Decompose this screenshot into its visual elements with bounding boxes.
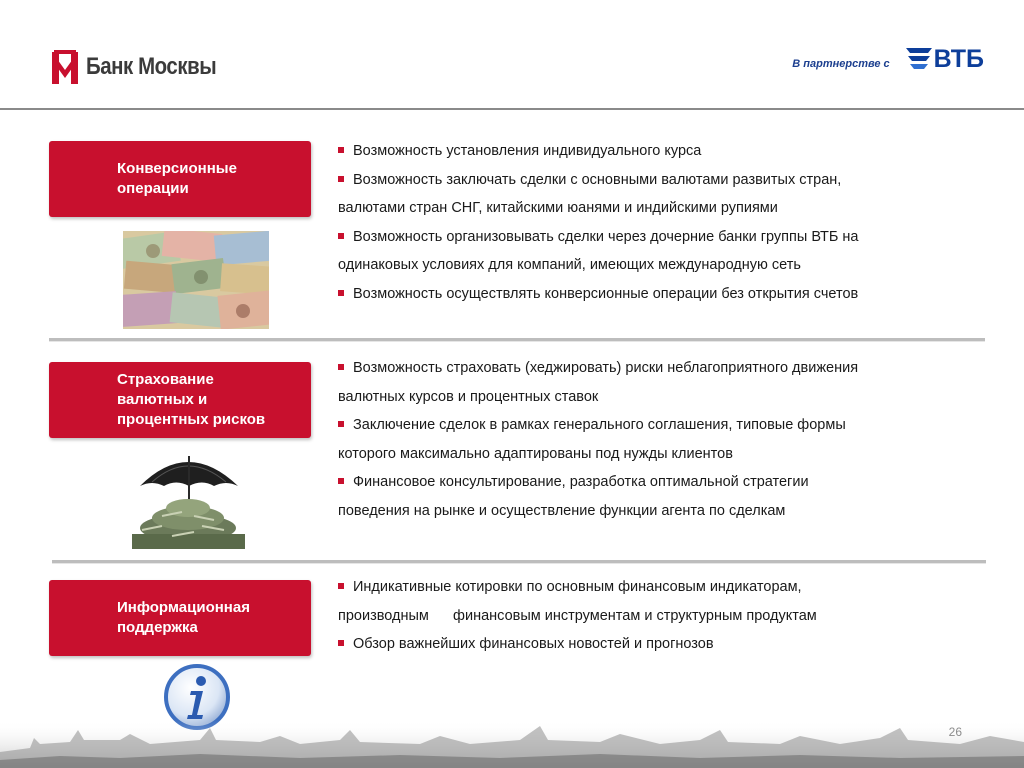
list-item-text: Заключение сделок в рамках генерального соглашения, типовые формы bbox=[353, 417, 846, 433]
section-title-line: Конверсионные bbox=[117, 160, 237, 177]
bullet-square-icon bbox=[338, 233, 344, 239]
list-item-text: Возможность страховать (хеджировать) риски неблагоприятного движения bbox=[353, 360, 859, 376]
bullet-square-icon bbox=[338, 421, 344, 427]
list-item-continuation bbox=[338, 440, 858, 469]
list-item-text: одинаковых условиях для компаний, имеющих международную сеть bbox=[338, 257, 801, 273]
section-title-conversion bbox=[117, 159, 237, 199]
partner-label: В партнерстве с bbox=[792, 58, 890, 70]
section-title-line: процентных рисков bbox=[117, 411, 266, 428]
list-item-text: Обзор важнейших финансовых новостей и прогнозов bbox=[353, 636, 714, 652]
section-divider bbox=[52, 560, 986, 564]
bullet-square-icon bbox=[338, 640, 344, 646]
section-title-line: Страхование bbox=[117, 371, 214, 388]
section-title-line: Информационная bbox=[117, 599, 250, 616]
section-title-line: поддержка bbox=[117, 619, 198, 636]
list-item bbox=[338, 411, 858, 440]
list-item bbox=[338, 630, 817, 659]
list-item bbox=[338, 137, 859, 166]
list-item-continuation bbox=[338, 251, 859, 280]
list-item-continuation bbox=[338, 602, 817, 631]
bank-of-moscow-logo bbox=[52, 50, 239, 84]
section-tab-conversion bbox=[49, 141, 311, 217]
partner-name: ВТБ bbox=[933, 45, 984, 73]
currency-banknotes-image bbox=[123, 231, 269, 329]
page-number: 26 bbox=[948, 725, 962, 739]
bullet-list-hedging bbox=[338, 354, 858, 525]
bullet-square-icon bbox=[338, 147, 344, 153]
list-item-text: Финансовое консультирование, разработка оптимальной стратегии bbox=[353, 474, 809, 490]
list-item-text: Возможность осуществлять конверсионные операции без открытия счетов bbox=[353, 285, 859, 302]
list-item bbox=[338, 573, 817, 602]
bank-name: Банк Москвы bbox=[86, 53, 217, 80]
section-tab-hedging bbox=[49, 362, 311, 438]
bullet-square-icon bbox=[338, 364, 344, 370]
list-item bbox=[338, 280, 859, 309]
list-item-text: валютных курсов и процентных ставок bbox=[338, 388, 599, 405]
bullet-list-info bbox=[338, 573, 817, 659]
list-item-text: валютами стран СНГ, китайскими юанями и индийскими рупиями bbox=[338, 200, 778, 216]
list-item-text: поведения на рынке и осуществление функции агента по сделкам bbox=[338, 502, 786, 519]
list-item bbox=[338, 468, 858, 497]
vtb-partner-block bbox=[792, 46, 984, 72]
vtb-wings-icon bbox=[904, 46, 934, 72]
vtb-logo bbox=[904, 46, 984, 72]
section-divider bbox=[49, 338, 985, 342]
section-title-line: операции bbox=[117, 180, 189, 197]
list-item-text: Возможность заключать сделки с основными валютами развитых стран, bbox=[353, 171, 842, 188]
bullet-square-icon bbox=[338, 583, 344, 589]
list-item-text: Возможность организовывать сделки через дочерние банки группы ВТБ на bbox=[353, 228, 859, 245]
bullet-square-icon bbox=[338, 290, 344, 296]
list-item-continuation bbox=[338, 497, 858, 526]
umbrella-over-money-image bbox=[132, 446, 245, 549]
section-tab-info bbox=[49, 580, 311, 656]
list-item bbox=[338, 223, 859, 252]
city-skyline-image bbox=[0, 700, 1024, 768]
list-item bbox=[338, 354, 858, 383]
list-item-text: Индикативные котировки по основным финансовым индикаторам, bbox=[353, 579, 802, 595]
bullet-list-conversion bbox=[338, 137, 859, 308]
section-title-info bbox=[117, 598, 250, 638]
section-title-line: валютных и bbox=[117, 391, 208, 408]
header-divider bbox=[0, 108, 1024, 110]
slide-header bbox=[0, 0, 1024, 110]
list-item-continuation bbox=[338, 383, 858, 412]
list-item-text: Возможность установления индивидуального курса bbox=[353, 143, 702, 159]
list-item bbox=[338, 166, 859, 195]
bullet-square-icon bbox=[338, 176, 344, 182]
list-item-text: производным финансовым инструментам и структурным продуктам bbox=[338, 607, 817, 624]
section-title-hedging bbox=[117, 370, 265, 430]
list-item-text: которого максимально адаптированы под нужды клиентов bbox=[338, 445, 733, 462]
list-item-continuation bbox=[338, 194, 859, 223]
bank-logo-mark-icon bbox=[52, 50, 78, 84]
bullet-square-icon bbox=[338, 478, 344, 484]
